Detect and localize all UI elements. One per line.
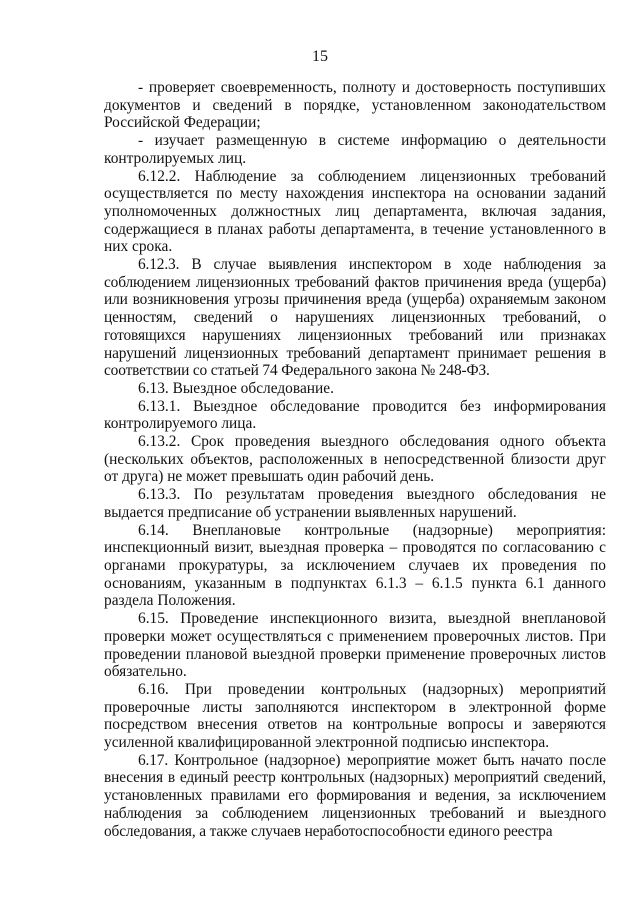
paragraph-6-13-1: 6.13.1. Выездное обследование проводится без информирования контролируемого лица. [104, 397, 606, 433]
paragraph-6-15: 6.15. Проведение инспекционного визита, выездной внеплановой проверки может осуществляться с применением проверочных листов. При проведении плановой выездной проверки применение проверочных листов обязательно. [104, 610, 606, 681]
page-number: 15 [312, 48, 328, 65]
paragraph-6-12-2: 6.12.2. Наблюдение за соблюдением лицензионных требований осуществляется по месту нахождения инспектора на основании заданий уполномоченных должностных лиц департамента, включая задания, содержащиеся в планах работы департамента, в течение установленного в них срока. [104, 167, 606, 256]
paragraph-6-17: 6.17. Контрольное (надзорное) мероприятие может быть начато после внесения в единый реестр контрольных (надзорных) мероприятий сведений, установленных правилами его формирования и ведения, за исключением наблюдения за соблюдением лицензионных требований и выездного обследования, а также случаев неработоспособности единого реестра [104, 751, 606, 840]
document-body [104, 79, 606, 840]
paragraph-6-13: 6.13. Выездное обследование. [138, 379, 334, 397]
paragraph-6-12-3: 6.12.3. В случае выявления инспектором в ходе наблюдения за соблюдением лицензионных требований фактов причинения вреда (ущерба) или возникновения угрозы причинения вреда (ущерба) охраняемым законом ценностям, сведений о нарушениях лицензионных требований, о готовящихся нарушениях лицензионных требований или признаках нарушений лицензионных требований департамент принимает решения в соответствии со статьей 74 Федерального закона № 248-ФЗ. [104, 256, 606, 380]
paragraph-6-14: 6.14. Внеплановые контрольные (надзорные) мероприятия: инспекционный визит, выездная проверка – проводятся по согласованию с органами прокуратуры, за исключением случаев их проведения по основаниям, указанным в подпунктах 6.1.3 – 6.1.5 пункта 6.1 данного раздела Положения. [104, 521, 606, 610]
paragraph-6-13-3: 6.13.3. По результатам проведения выездного обследования не выдается предписание об устранении выявленных нарушений. [104, 486, 606, 521]
paragraph-6-13-2: 6.13.2. Срок проведения выездного обследования одного объекта (нескольких объектов, расположенных в непосредственной близости друг от друга) не может превышать один рабочий день. [104, 433, 606, 486]
paragraph-6-16: 6.16. При проведении контрольных (надзорных) мероприятий проверочные листы заполняются инспектором в электронной форме посредством внесения ответов на контрольные вопросы и заверяются усиленной квалифицированной электронной подписью инспектора. [104, 680, 606, 752]
paragraph-check-documents: - проверяет своевременность, полноту и достоверность поступивших документов и сведений в порядке, установленном законодательством Российской Федерации; [104, 79, 606, 132]
paragraph-study-information: - изучает размещенную в системе информацию о деятельности контролируемых лиц. [104, 132, 606, 167]
